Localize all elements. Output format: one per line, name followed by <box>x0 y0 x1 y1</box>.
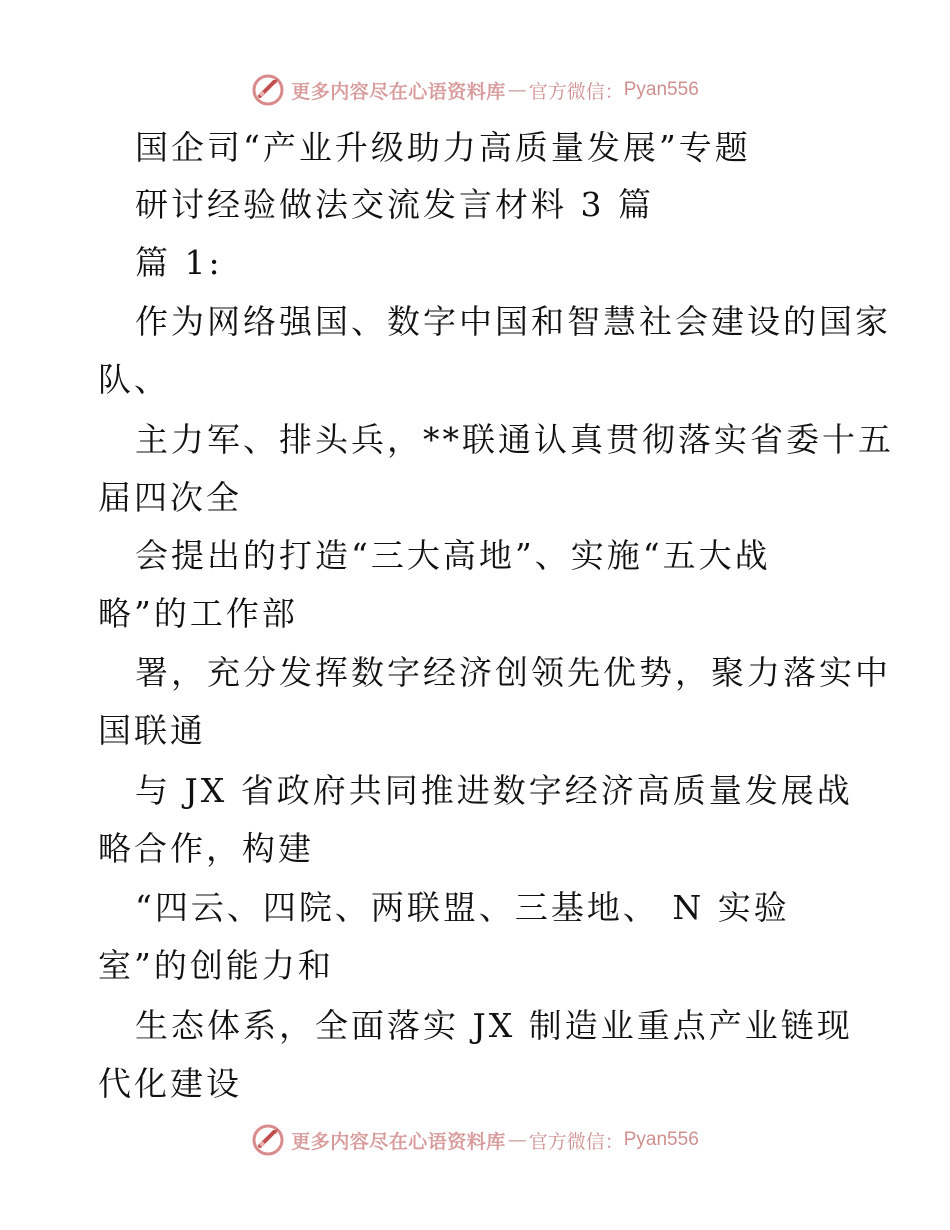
brand-logo-icon <box>251 1123 285 1157</box>
body-line: 国联通 <box>98 711 206 750</box>
body-line: 与 JX 省政府共同推进数字经济高质量发展战 <box>135 771 853 810</box>
watermark-dash: — <box>507 79 527 101</box>
body-line: 代化建设 <box>98 1064 242 1103</box>
watermark-official-text: 官方微信： <box>528 80 624 103</box>
watermark-wechat-id: Pyan556 <box>623 1129 699 1150</box>
body-line: 署，充分发挥数字经济创领先优势，聚力落实中 <box>135 653 891 692</box>
title-line-1: 国企司“产业升级助力高质量发展”专题 <box>135 128 751 167</box>
body-line: 主力军、排头兵，**联通认真贯彻落实省委十五 <box>135 420 894 459</box>
body-line: “四云、四院、两联盟、三基地、 N 实验 <box>135 888 790 927</box>
watermark-official-text: 官方微信： <box>528 1130 624 1153</box>
watermark-site-text: 更多内容尽在心语资料库 <box>291 80 506 103</box>
watermark-site-text: 更多内容尽在心语资料库 <box>291 1130 506 1153</box>
title-line-2: 研讨经验做法交流发言材料 3 篇 <box>135 185 654 224</box>
body-line: 生态体系，全面落实 JX 制造业重点产业链现 <box>135 1006 853 1045</box>
body-line: 作为网络强国、数字中国和智慧社会建设的国家 <box>135 302 891 341</box>
section-heading: 篇 1: <box>135 243 223 282</box>
body-line: 队、 <box>98 360 170 399</box>
brand-logo-icon <box>251 73 285 107</box>
body-line: 室”的创能力和 <box>98 946 334 985</box>
footer-watermark <box>0 1120 950 1160</box>
watermark-dash: — <box>507 1129 527 1151</box>
watermark-wechat-id: Pyan556 <box>623 79 699 100</box>
body-line: 略合作，构建 <box>98 829 314 868</box>
body-line: 届四次全 <box>98 478 242 517</box>
body-line: 会提出的打造“三大高地”、实施“五大战 <box>135 536 771 575</box>
body-line: 略”的工作部 <box>98 594 298 633</box>
header-watermark <box>0 70 950 110</box>
